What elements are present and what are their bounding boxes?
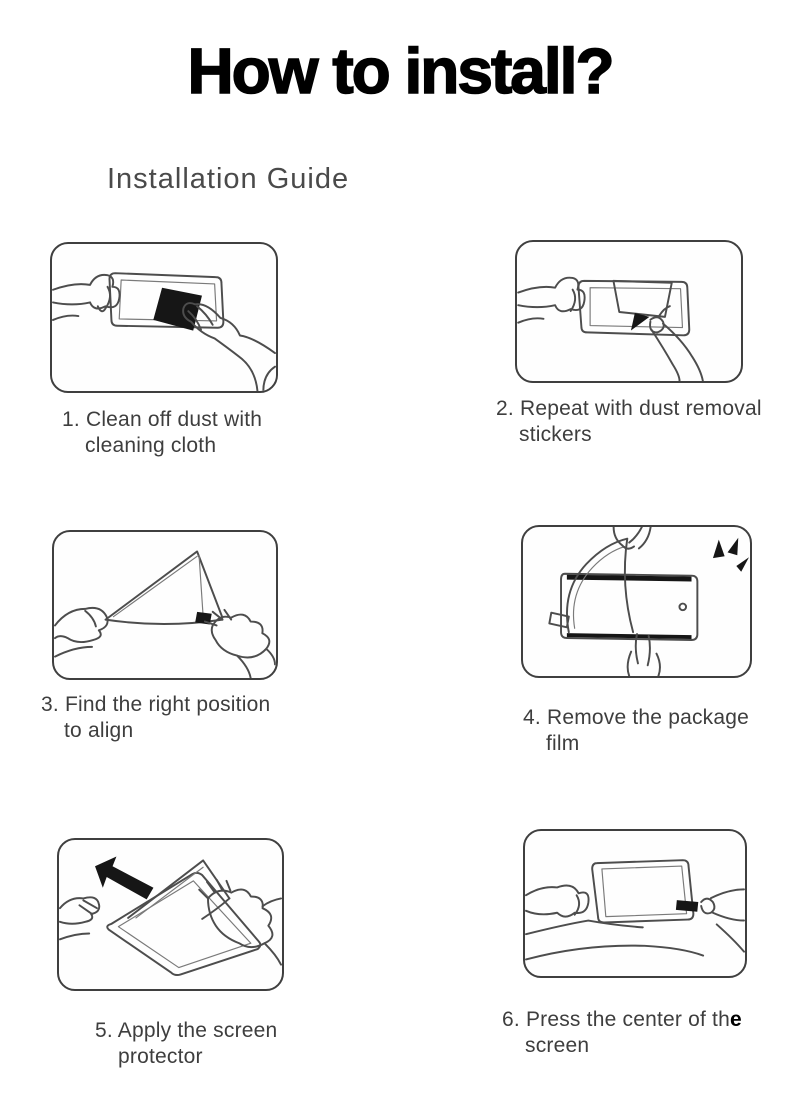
step-5-panel xyxy=(57,838,284,991)
step-6-caption-line1-text: 6. Press the center of th xyxy=(502,1008,730,1031)
step-4-caption xyxy=(523,705,749,757)
tablet-screen xyxy=(602,866,687,917)
direction-arrow xyxy=(95,857,153,900)
step-2-panel xyxy=(515,240,743,383)
step-2-caption xyxy=(496,396,762,448)
guide-subtitle: Installation Guide xyxy=(107,163,350,195)
step-3-caption xyxy=(41,692,270,744)
step-3-panel xyxy=(52,530,278,680)
step-6-caption-line1 xyxy=(502,1007,742,1033)
step-6-caption-line2: screen xyxy=(525,1034,590,1057)
left-hand xyxy=(518,278,584,323)
top-hand xyxy=(614,527,651,549)
right-hand xyxy=(701,889,744,951)
step-1-illustration xyxy=(52,244,276,391)
step-2-illustration xyxy=(517,242,741,381)
step-5-illustration xyxy=(59,840,282,989)
step-2-caption-line1: 2. Repeat with dust removal xyxy=(496,397,762,420)
cleaning-cloth xyxy=(153,288,202,331)
package-film xyxy=(567,539,633,632)
tablet-outline xyxy=(592,860,693,922)
step-1-caption-line2: cleaning cloth xyxy=(85,434,217,457)
step-1-caption xyxy=(62,407,262,459)
step-5-caption-line1: 5. Apply the screen xyxy=(95,1019,278,1042)
step-4-caption-line2: film xyxy=(546,732,580,755)
step-6-caption xyxy=(502,1007,742,1059)
step-3-caption-line1: 3. Find the right position xyxy=(41,693,271,716)
step-5-caption-line2: protector xyxy=(118,1045,203,1068)
left-hand xyxy=(55,608,108,657)
camera-dot xyxy=(679,604,686,611)
step-6-illustration xyxy=(525,831,745,976)
emphasis-marks xyxy=(713,538,749,572)
step-6-panel xyxy=(523,829,747,978)
step-1-caption-line1: 1. Clean off dust with xyxy=(62,408,263,431)
film-pull-tab xyxy=(549,613,568,628)
step-3-illustration xyxy=(54,532,276,678)
step-5-caption xyxy=(95,1018,277,1070)
step-2-caption-line2: stickers xyxy=(519,423,592,446)
squeegee-tab xyxy=(676,900,698,912)
bottom-hand xyxy=(628,634,660,676)
right-hand xyxy=(183,303,275,391)
step-3-caption-line2: to align xyxy=(64,719,134,742)
left-hand xyxy=(60,897,99,939)
step-6-caption-line1-suffix: e xyxy=(729,1008,742,1031)
step-1-panel xyxy=(50,242,278,393)
step-4-illustration xyxy=(523,527,750,676)
step-4-panel xyxy=(521,525,752,678)
right-hand xyxy=(650,306,703,381)
step-4-caption-line1: 4. Remove the package xyxy=(523,706,750,729)
right-hand xyxy=(199,880,281,965)
page-title: How to install? xyxy=(187,35,613,107)
